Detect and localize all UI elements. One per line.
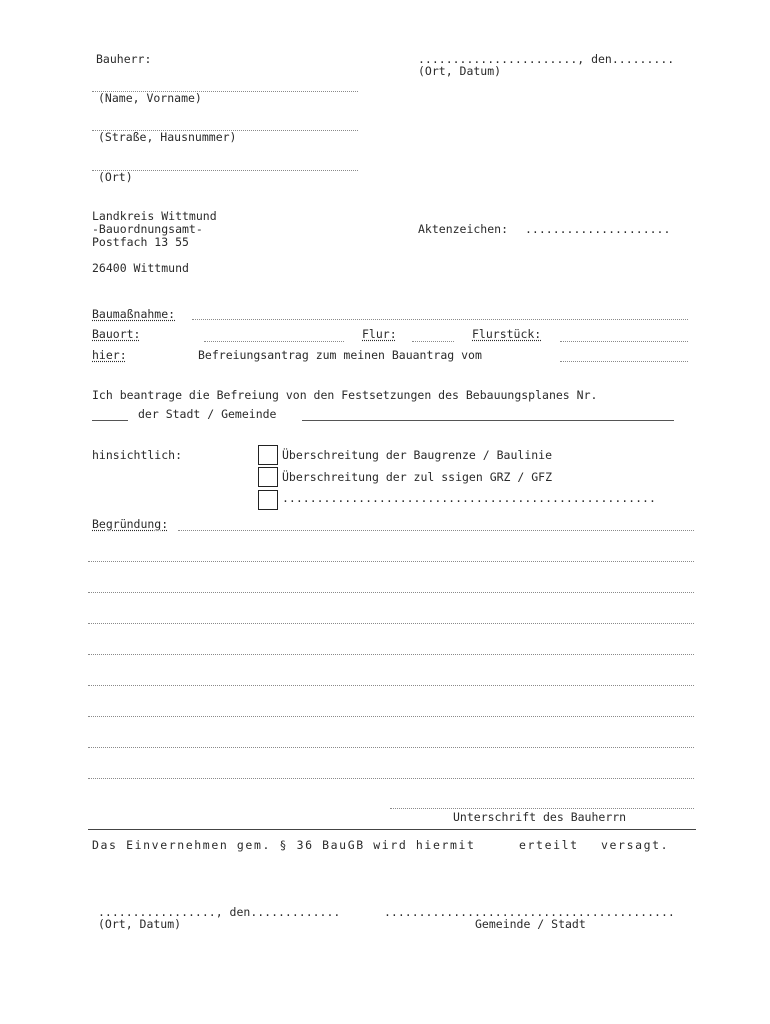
parcel-label: Flurstück:: [472, 327, 542, 341]
reference-label: Aktenzeichen:: [418, 222, 509, 236]
plan-number-field[interactable]: [92, 420, 128, 421]
checkbox-building-line[interactable]: [258, 445, 278, 465]
reason-line[interactable]: [88, 654, 694, 655]
recipient-line-3: Postfach 13 55: [92, 235, 189, 249]
recipient-line-4: 26400 Wittmund: [92, 261, 189, 275]
request-line-1: Ich beantrage die Befreiung von den Festsetzungen des Bebauungsplanes Nr.: [92, 388, 598, 402]
option-grz-gfz: Überschreitung der zul ssigen GRZ / GFZ: [282, 470, 553, 484]
here-text: Befreiungsantrag zum meinen Bauantrag vom: [198, 348, 482, 362]
reason-line[interactable]: [88, 747, 694, 748]
option-other-field[interactable]: ......................................................: [282, 491, 656, 505]
street-caption: (Straße, Hausnummer): [98, 130, 237, 144]
reason-line[interactable]: [88, 592, 694, 593]
signature-caption: Unterschrift des Bauherrn: [453, 810, 627, 824]
applicant-label: Bauherr:: [96, 52, 152, 66]
municipality-caption: Gemeinde / Stadt: [475, 917, 586, 931]
applicant-signature-field[interactable]: [390, 808, 694, 809]
section-divider: [88, 829, 696, 830]
date-place-caption: (Ort, Datum): [418, 64, 502, 78]
recipient-line-2: -Bauordnungsamt-: [92, 222, 203, 236]
reason-line[interactable]: [88, 685, 694, 686]
application-date-field[interactable]: [560, 361, 688, 362]
site-label: Bauort:: [92, 327, 141, 341]
reason-line[interactable]: [88, 623, 694, 624]
option-building-line: Überschreitung der Baugrenze / Baulinie: [282, 448, 553, 462]
reason-line[interactable]: [88, 778, 694, 779]
footer-date-place-caption: (Ort, Datum): [98, 917, 182, 931]
city-caption: (Ort): [98, 170, 133, 184]
measure-label: Baumaßnahme:: [92, 307, 176, 321]
footer-date-place-line[interactable]: ................., den.............: [98, 905, 341, 919]
reference-field[interactable]: .....................: [525, 222, 671, 236]
regarding-label: hinsichtlich:: [92, 448, 183, 462]
reason-line[interactable]: [178, 530, 694, 531]
field-number-field[interactable]: [412, 341, 454, 342]
measure-field[interactable]: [192, 319, 688, 320]
date-place-line[interactable]: ......................., den.........: [418, 52, 675, 66]
parcel-field[interactable]: [560, 341, 688, 342]
reason-line[interactable]: [88, 716, 694, 717]
field-label: Flur:: [362, 327, 397, 341]
name-caption: (Name, Vorname): [98, 91, 202, 105]
consent-text: Das Einvernehmen gem. § 36 BauGB wird hiermit: [92, 838, 476, 852]
checkbox-grz-gfz[interactable]: [258, 467, 278, 487]
consent-granted[interactable]: erteilt: [519, 838, 579, 852]
municipality-signature-field[interactable]: ..........................................: [384, 905, 675, 919]
here-label: hier:: [92, 348, 127, 362]
checkbox-other[interactable]: [258, 490, 278, 510]
town-field[interactable]: [302, 420, 674, 421]
recipient-line-1: Landkreis Wittmund: [92, 209, 217, 223]
consent-refused[interactable]: versagt.: [601, 838, 670, 852]
town-text: der Stadt / Gemeinde: [138, 407, 277, 421]
site-field[interactable]: [204, 341, 344, 342]
reason-label: Begründung:: [92, 517, 169, 531]
reason-line[interactable]: [88, 561, 694, 562]
